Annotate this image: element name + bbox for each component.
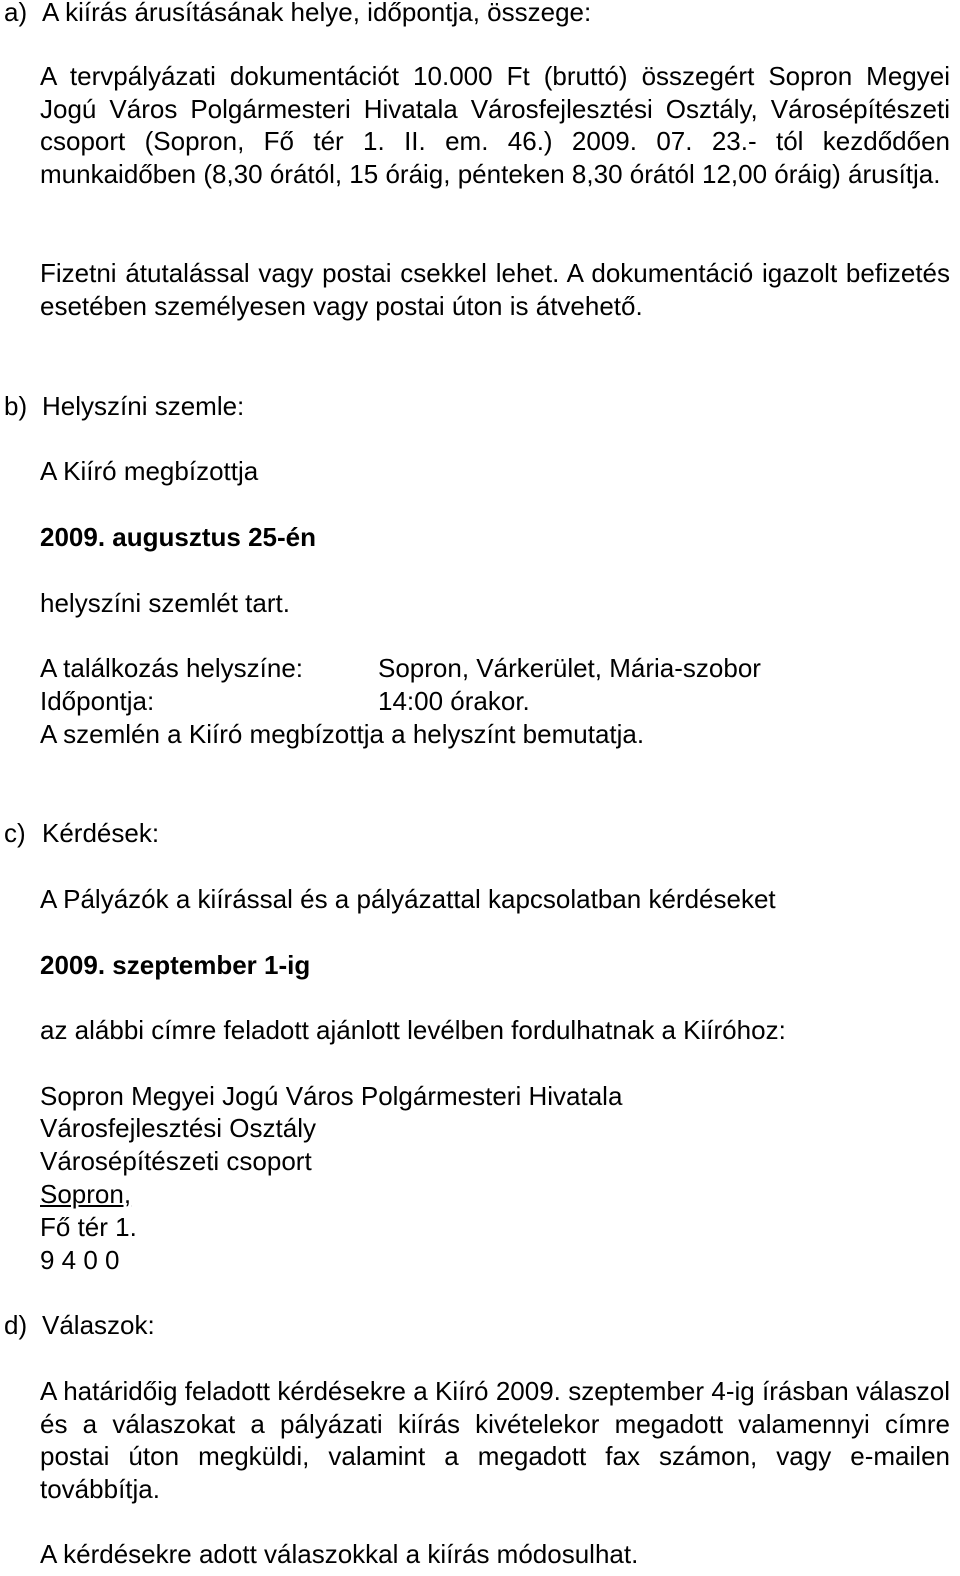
section-d-letter: d): [4, 1310, 28, 1340]
section-b-heading: [4, 390, 244, 423]
section-b-letter: b): [4, 391, 28, 421]
meeting-time-value: 14:00 órakor.: [378, 686, 530, 716]
meeting-place-label: A találkozás helyszíne:: [40, 653, 304, 683]
section-c-heading: [4, 817, 159, 850]
section-c-line-2: az alábbi címre feladott ajánlott levélben fordulhatnak a Kiíróhoz:: [40, 1015, 786, 1045]
meeting-place-row: [40, 652, 761, 685]
section-b-date: 2009. augusztus 25-én: [40, 522, 316, 552]
address-line-1: Sopron Megyei Jogú Város Polgármesteri Hivatala: [40, 1081, 623, 1111]
address-line-4: Sopron,: [40, 1179, 132, 1209]
section-c-date: 2009. szeptember 1-ig: [40, 950, 311, 980]
section-c-title: Kérdések:: [42, 818, 160, 848]
section-d-line-1: A kérdésekre adott válaszokkal a kiírás módosulhat.: [40, 1539, 639, 1569]
section-c-letter: c): [4, 818, 26, 848]
section-b-line-3: A szemlén a Kiíró megbízottja a helyszínt bemutatja.: [40, 719, 645, 749]
meeting-place-value: Sopron, Várkerület, Mária-szobor: [378, 653, 761, 683]
section-d-heading: [4, 1309, 155, 1342]
section-d-title: Válaszok:: [42, 1310, 155, 1340]
address-line-2: Városfejlesztési Osztály: [40, 1113, 316, 1143]
section-b-line-2: helyszíni szemlét tart.: [40, 588, 290, 618]
section-c-line-1: A Pályázók a kiírással és a pályázattal kapcsolatban kérdéseket: [40, 884, 776, 914]
section-b-title: Helyszíni szemle:: [42, 391, 245, 421]
address-line-3: Városépítészeti csoport: [40, 1146, 312, 1176]
section-a-title: A kiírás árusításának helye, időpontja, összege:: [42, 0, 592, 27]
meeting-time-row: [40, 685, 530, 718]
section-a-paragraph-2: Fizetni átutalással vagy postai csekkel lehet. A dokumentáció igazolt befizetés esetében személyesen vagy postai úton is átvehető.: [40, 258, 950, 321]
section-d-paragraph-1: A határidőig feladott kérdésekre a Kiíró 2009. szeptember 4-ig írásban válaszol és a válaszokat a pályázati kiírás kivételekor megadott valamennyi címre postai úton megküldi, valamint a megadott fax számon, vagy e-mailen továbbítja.: [40, 1376, 950, 1505]
section-a-letter: a): [4, 0, 28, 27]
section-a-heading: [4, 0, 591, 29]
address-postcode: 9 4 0 0: [40, 1245, 120, 1275]
section-a-paragraph-1: A tervpályázati dokumentációt 10.000 Ft (bruttó) összegért Sopron Megyei Jogú Város Polgármesteri Hivatala Városfejlesztési Osztály, Városépítészeti csoport (Sopron, Fő tér 1. II. em. 46.) 2009. 07. 23.- tól kezdődően munkaidőben (8,30 órától, 15 óráig, pénteken 8,30 órától 12,00 óráig) árusítja.: [40, 61, 950, 190]
meeting-time-label: Időpontja:: [40, 686, 155, 716]
section-b-line-1: A Kiíró megbízottja: [40, 456, 259, 486]
address-line-5: Fő tér 1.: [40, 1212, 137, 1242]
